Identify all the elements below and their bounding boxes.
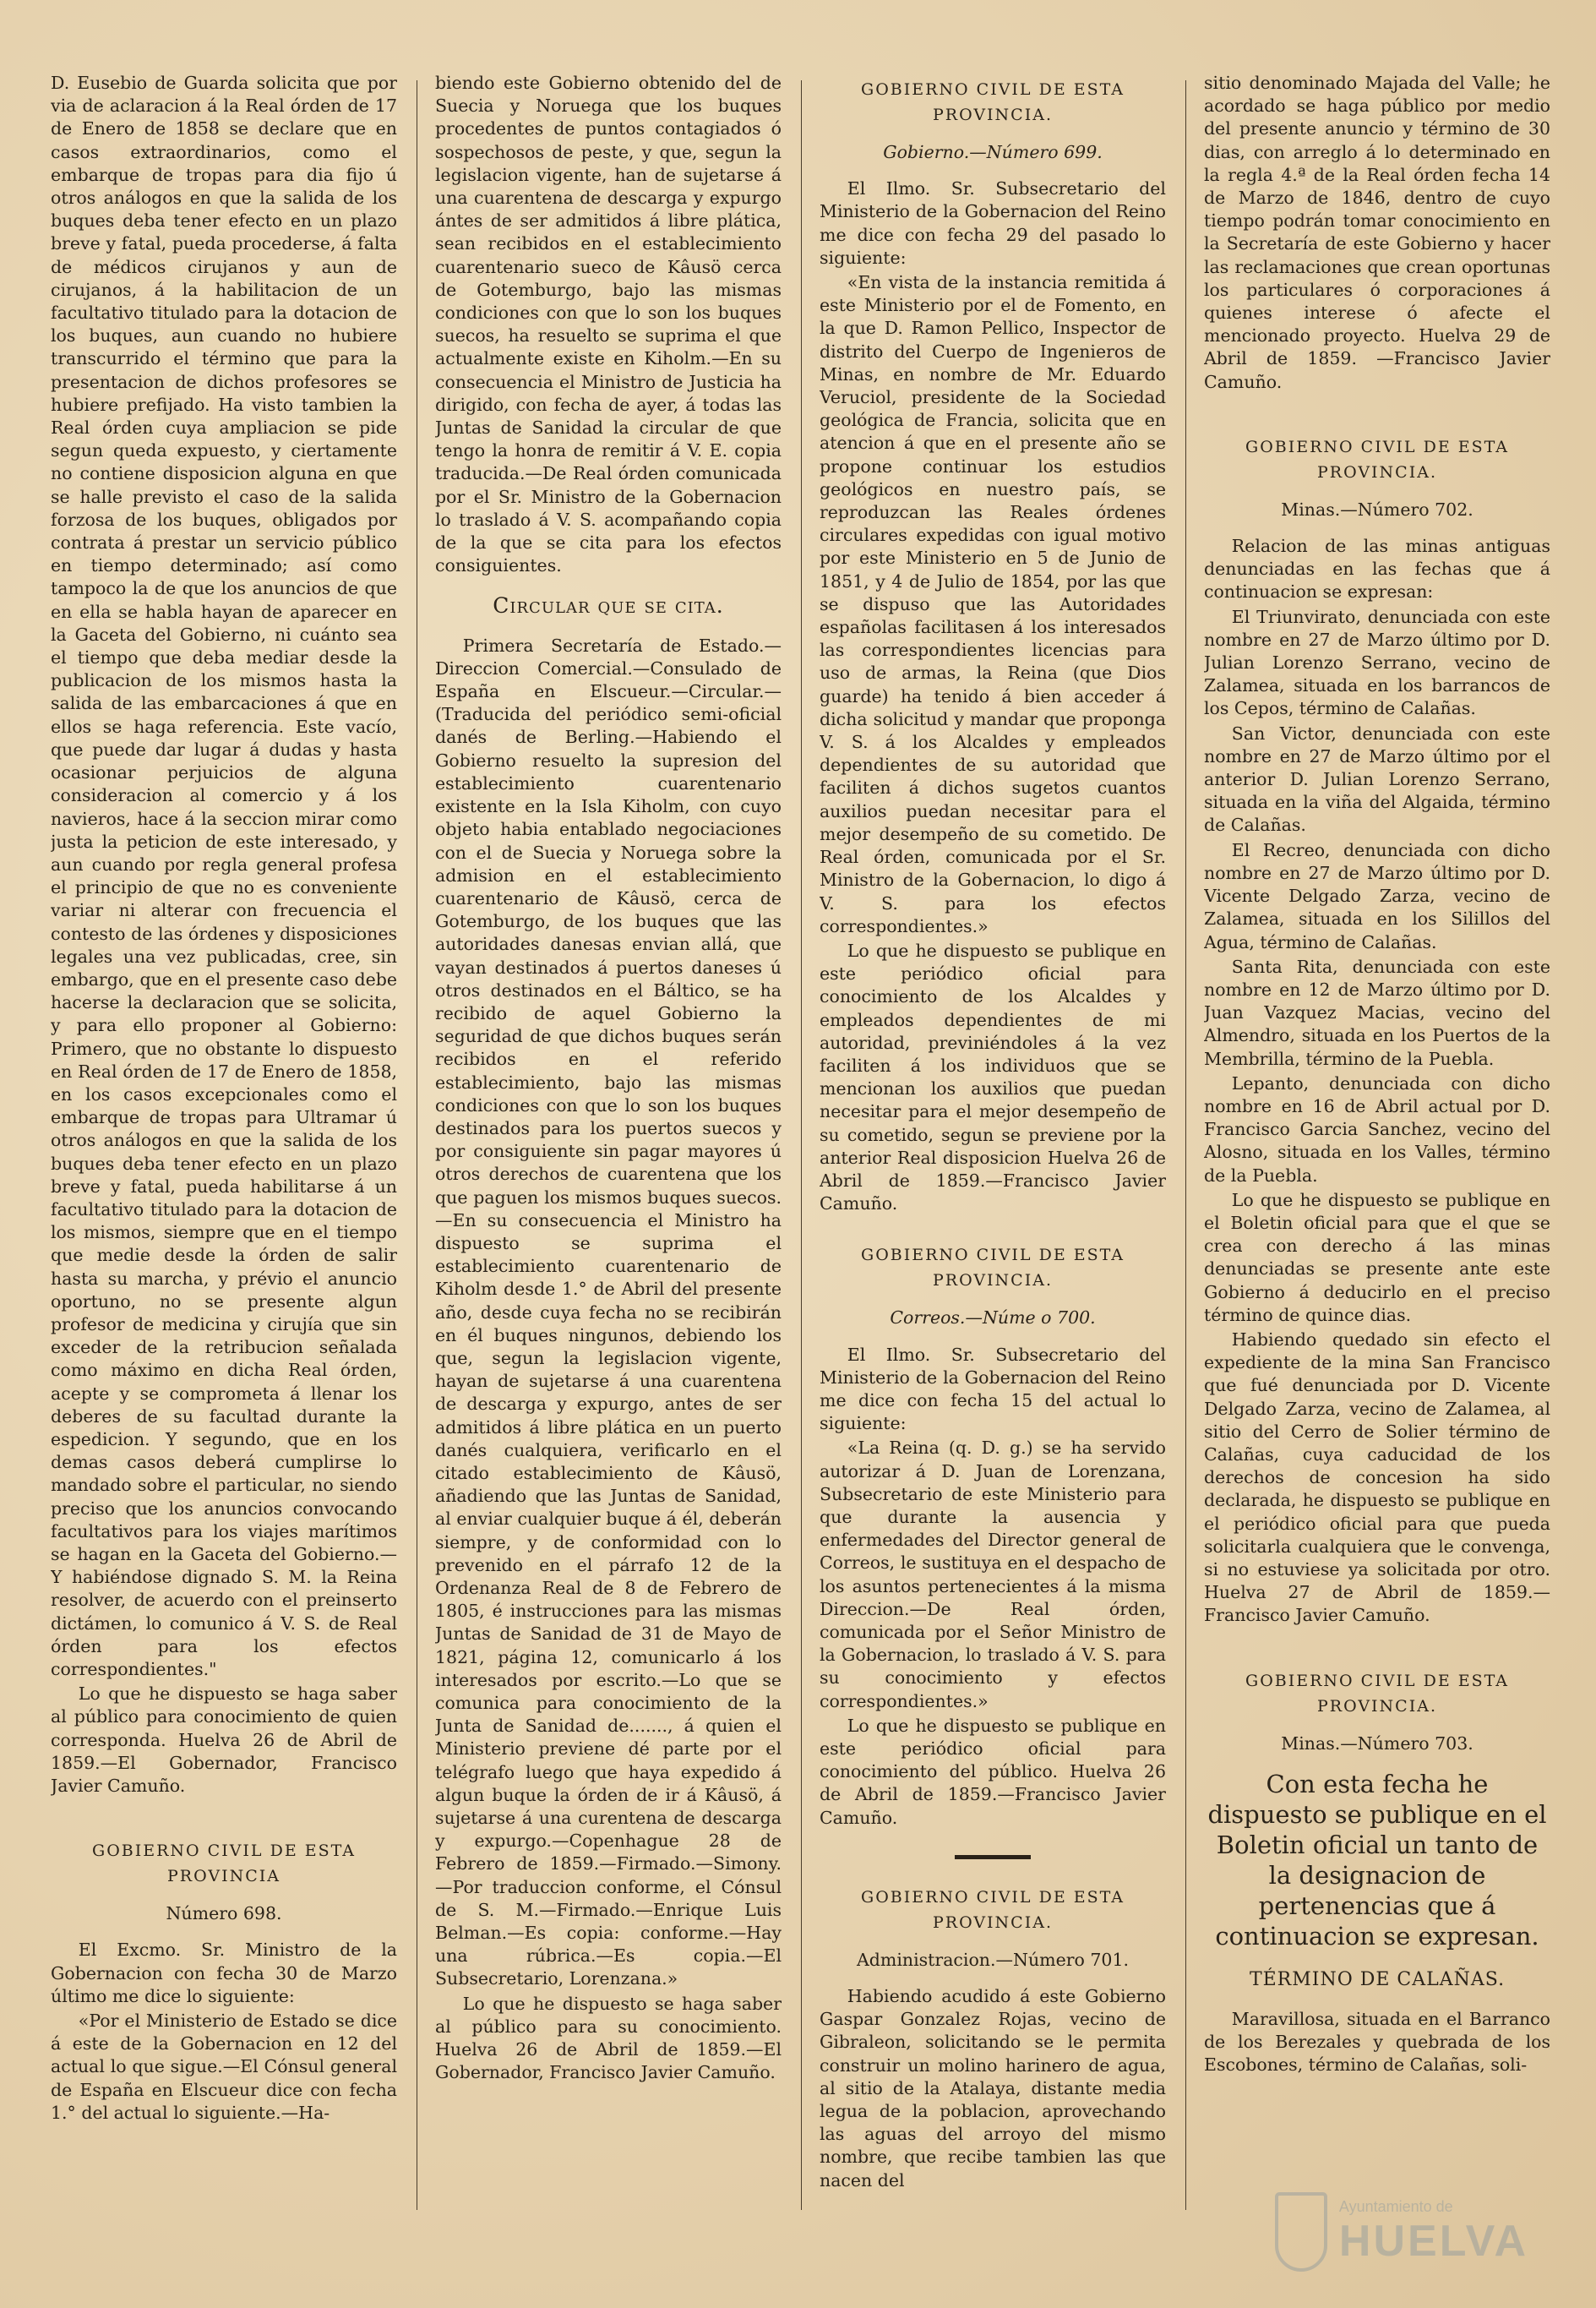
article-text: Relacion de las minas antiguas denunciadas en las fechas que á continuacion se expresan: bbox=[1204, 536, 1550, 603]
column-2 bbox=[435, 72, 782, 2218]
watermark-line: HUELVA bbox=[1338, 2216, 1528, 2266]
section-number: Minas.—Número 702. bbox=[1281, 499, 1473, 520]
separator-bar bbox=[955, 1855, 1031, 1859]
article-text: «En vista de la instancia remitida á este Ministerio por el de Fomento, en la que D. Ramon Pellico, Inspector de distrito del Cuerpo de Ingenieros de Minas, en nombre de Mr. Eduardo Veruciol, presidente de la Sociedad geológica de Francia, solicita que en atencion á que en el presente año se propone continuar los estudios geológicos en nuestro país, se reproduzcan las Reales órdenes circulares expedidas con igual motivo por este Ministerio en 5 de Junio de 1851, y 4 de Julio de 1854, por las que se dispuso que las Autoridades españolas facilitasen á los interesados las correspondientes licencias para uso de armas, la Reina (que Dios guarde) ha tenido á bien acceder á dicha solicitud y mandar que proponga V. S. á los Alcaldes y empleados dependientes de su autoridad que faciliten á dichos sugetos cuantos auxilios puedan necesitar para el mejor desempeño de su cometido. De Real órden, comunicada por el Sr. Ministro de la Gobernacion, lo digo á V. S. para los efectos correspondientes.» bbox=[820, 272, 1166, 936]
article-text: El Triunvirato, denunciada con este nombre en 27 de Marzo último por D. Julian Lorenzo Serrano, vecino de Zalamea, situada en los barrancos de los Cepos, término de Calañas. bbox=[1204, 606, 1550, 719]
column-4 bbox=[1204, 72, 1550, 2218]
section-number: Administracion.—Número 701. bbox=[856, 1949, 1130, 1970]
article-text: Lo que he dispuesto se haga saber al público para su conocimiento. Huelva 26 de Abril de 1859.—El Gobernador, Francisco Javier Camuño. bbox=[435, 1993, 782, 2083]
article-text: Habiendo acudido á este Gobierno Gaspar Gonzalez Rojas, vecino de Gibraleon, solicitando se le permita construir un molino harinero de agua, al sitio de la Atalaya, distante media legua de la poblacion, aprovechando las aguas del arroyo del mismo nombre, que recibe tambien las que nacen del bbox=[820, 1986, 1166, 2191]
article-text: San Victor, denunciada con este nombre en 27 de Marzo último por el anterior D. Julian Lorenzo Serrano, situada en la viña del Algaida, término de Calañas. bbox=[1204, 723, 1550, 836]
column-1 bbox=[51, 72, 397, 2218]
article-text: El Excmo. Sr. Ministro de la Gobernacion con fecha 30 de Marzo último me dice lo siguiente: bbox=[51, 1940, 397, 2006]
article-text: Maravillosa, situada en el Barranco de los Berezales y quebrada de los Escobones, término de Calañas, soli- bbox=[1204, 2009, 1550, 2076]
article-text: Lo que he dispuesto se publique en este periódico oficial para conocimiento del público. Huelva 26 de Abril de 1859.—Francisco Javier Camuño. bbox=[820, 1715, 1166, 1828]
section-number: Minas.—Número 703. bbox=[1281, 1732, 1473, 1754]
article-text: Habiendo quedado sin efecto el expediente de la mina San Francisco que fué denunciada por D. Vicente Delgado Zarza, vecino de Zalamea, al sitio del Cerro de Solier término de Calañas, cuya caducidad de los derechos de concesion ha sido declarada, he dispuesto se publique en el periódico oficial para que pueda solicitarla cualquiera que le convenga, si no estuviese ya solicitada por otro. Huelva 27 de Abril de 1859.—Francisco Javier Camuño. bbox=[1204, 1329, 1550, 1626]
column-3 bbox=[820, 72, 1166, 2218]
section-heading: TÉRMINO DE CALAÑAS. bbox=[1249, 1968, 1506, 1990]
article-text: «La Reina (q. D. g.) se ha servido autorizar á D. Juan de Lorenzana, Subsecretario de este Ministerio para que durante la ausencia y enfermedades del Director general de Correos, le sustituya en el despacho de los asuntos pertenecientes á la misma Direccion.—De Real órden, comunicada por el Señor Ministro de la Gobernacion, lo traslado á V. S. para su conocimiento y efectos correspondientes.» bbox=[820, 1438, 1166, 1711]
shield-icon bbox=[1275, 2192, 1327, 2272]
section-heading: GOBIERNO CIVIL DE ESTA PROVINCIA. bbox=[861, 80, 1125, 124]
article-text: sitio denominado Majada del Valle; he acordado se haga público por medio del presente anuncio y término de 30 dias, con arreglo á lo determinado en la regla 4.ª de la Real órden fecha 14 de Marzo de 1846, dentro de cuyo tiempo podrán tomar conocimiento en la Secretaría de este Gobierno y hacer las reclamaciones que crean oportunas los particulares ó corporaciones á quienes interese ó afecte el mencionado proyecto. Huelva 29 de Abril de 1859. —Francisco Javier Camuño. bbox=[1204, 73, 1550, 392]
section-heading: GOBIERNO CIVIL DE ESTA PROVINCIA. bbox=[861, 1246, 1125, 1290]
watermark-line: Ayuntamiento de bbox=[1338, 2197, 1453, 2215]
watermark-logo bbox=[1275, 2181, 1528, 2283]
section-heading: GOBIERNO CIVIL DE ESTA PROVINCIA. bbox=[861, 1887, 1125, 1932]
section-number: Correos.—Núme o 700. bbox=[890, 1307, 1096, 1329]
section-heading: Circular que se cita. bbox=[493, 593, 724, 619]
section-number: Número 698. bbox=[166, 1903, 282, 1924]
section-heading: GOBIERNO CIVIL DE ESTA PROVINCIA. bbox=[1245, 437, 1509, 482]
article-text: El Recreo, denunciada con dicho nombre en 27 de Marzo último por D. Vicente Delgado Zarza, vecino de Zalamea, situada en los Silillos del Agua, término de Calañas. bbox=[1204, 839, 1550, 952]
article-text: Santa Rita, denunciada con este nombre en 12 de Marzo último por D. Juan Vazquez Macias, vecino del Almendro, situada en los Puertos de la Membrilla, término de la Puebla. bbox=[1204, 956, 1550, 1069]
article-text: Lo que he dispuesto se haga saber al público para conocimiento de quien corresponda. Huelva 26 de Abril de 1859.—El Gobernador, Francisco Javier Camuño. bbox=[51, 1683, 397, 1797]
article-text: Lo que he dispuesto se publique en este periódico oficial para conocimiento de los Alcaldes y empleados dependientes de mi autoridad, previniéndoles á la vez faciliten á los individuos que se mencionan los auxilios que puedan necesitar para el mejor desempeño de su cometido, segun se previene por la anterior Real disposicion Huelva 26 de Abril de 1859.—Francisco Javier Camuño. bbox=[820, 940, 1166, 1214]
column-rule bbox=[801, 80, 802, 2210]
article-text: biendo este Gobierno obtenido del de Suecia y Noruega que los buques procedentes de puntos contagiados ó sospechosos de peste, y que, segun la legislacion vigente, han de sujetarse á una cuarentena de descarga y expurgo ántes de ser admitidos á libre plática, sean recibidos en el establecimiento cuarentenario sueco de Kâusö cerca de Gotemburgo, bajo las mismas condiciones con que lo son los buques suecos, ha resuelto se suprima el que actualmente existe en Kiholm.—En su consecuencia el Ministro de Justicia ha dirigido, con fecha de ayer, á todas las Juntas de Sanidad la circular de que tengo la honra de remitir á V. E. copia traducida.—De Real órden comunicada por el Sr. Ministro de la Gobernacion lo traslado á V. S. acompañando copia de la que se cita para los efectos consiguientes. bbox=[435, 73, 782, 576]
section-number: Gobierno.—Número 699. bbox=[883, 142, 1103, 162]
article-text: Primera Secretaría de Estado.—Direccion Comercial.—Consulado de España en Elscueur.—Circular.—(Traducida del periódico semi-oficial danés de Berling.—Habiendo el Gobierno resuelto la supresion del establecimiento cuarentenario existente en la Isla Kiholm, con cuyo objeto habia entablado negociaciones con el de Suecia y Noruega sobre la admision en el establecimiento cuarentenario de Kâusö, cerca de Gotemburgo, de los buques que las autoridades danesas envian allá, que vayan destinados á puertos daneses ú otros destinados en el Báltico, se ha recibido de aquel Gobierno la seguridad de que dichos buques serán recibidos en el referido establecimiento, bajo las mismas condiciones con que lo son los buques destinados para los puertos suecos y por consiguiente sin pagar mayores ú otros derechos de cuarentena que los que paguen los mismos buques suecos.—En su consecuencia el Ministro ha dispuesto se suprima el establecimiento cuarentenario de Kiholm desde 1.° de Abril del presente año, desde cuya fecha no se recibirán en él buques ningunos, debiendo los que, segun la legislacion vigente, hayan de sujetarse á una cuarentena de descarga y expurgo, antes de ser admitidos á libre plática en un puerto danés cualquiera, verificarlo en el citado establecimiento de Kâusö, añadiendo que las Juntas de Sanidad, al enviar cualquier buque á él, deberán siempre, y de conformidad con lo prevenido en el párrafo 12 de la Ordenanza Real de 8 de Febrero de 1805, é instrucciones para las mismas Juntas de Sanidad de 31 de Mayo de 1821, página 12, comunicarlo á los interesados por escrito.—Lo que se comunica para conocimiento de la Junta de Sanidad de......., á quien el Ministerio previene dé parte por el telégrafo luego que haya expedido á algun buque la órden de ir á Kâusö, á sujetarse á una curentena de descarga y expurgo.—Copenhague 28 de Febrero de 1859.—Firmado.—Simony.—Por traduccion conforme, el Cónsul de S. M.—Firmado.—Enrique Luis Belman.—Es copia: conforme.—Hay una rúbrica.—Es copia.—El Subsecretario, Lorenzana.» bbox=[435, 635, 782, 1989]
article-text: D. Eusebio de Guarda solicita que por via de aclaracion á la Real órden de 17 de Enero de 1858 se declare que en casos extraordinarios, como el embarque de tropas para dia fijo ú otros análogos en que la salida de los buques deba tener efecto en un plazo breve y fatal, pueda procederse, á falta de médicos cirujanos y aun de cirujanos, á la habilitacion de un facultativo titulado para la dotacion de los buques, aun cuando no hubiere transcurrido el término que para la presentacion de dichos profesores se hubiere prefijado. Ha visto tambien la Real órden cuya ampliacion se pide segun queda expuesto, y ciertamente no contiene disposicion alguna en que se halle previsto el caso de la salida forzosa de los buques, obligados por contrata á prestar un servicio público en tiempo determinado; así como tampoco la de que los anuncios de que en ella se habla hayan de aparecer en la Gaceta del Gobierno, ni cuánto sea el tiempo que deba mediar desde la publicacion de los mismos hasta la salida de las embarcaciones á que en ellos se haga referencia. Este vacío, que puede dar lugar á dudas y hasta ocasionar perjuicios de alguna consideracion al comercio y á los navieros, hace á la seccion mirar como justa la peticion de este interesado, y aun cuando por regla general profesa el principio de que no es conveniente variar ni alterar con frecuencia el contesto de las órdenes y disposiciones legales una vez publicadas, cree, sin embargo, que en el presente caso debe hacerse la declaracion que se solicita, y para ello proponer al Gobierno: Primero, que no obstante lo dispuesto en Real órden de 17 de Enero de 1858, en los casos excepcionales como el embarque de tropas para Ultramar ú otros análogos en que la salida de los buques deba tener efecto en un plazo breve y fatal, pueda habilitarse á un facultativo titulado para la dotacion de los mismos, siempre que en el tiempo que medie desde la órden de salir hasta su marcha, y prévio el anuncio oportuno, no se presente algun profesor de medicina y cirujía que sin exceder de la retribucion señalada como máximo en dicha Real órden, acepte y se comprometa á llenar los deberes de su facultad durante la espedicion. Y segundo, que en los demas casos deberá cumplirse lo mandado sobre el particular, no siendo preciso que los anuncios convocando facultativos para los viajes marítimos se hagan en la Gaceta del Gobierno.—Y habiéndose dignado S. M. la Reina resolver, de acuerdo con el preinserto dictámen, lo comunico á V. S. de Real órden para los efectos correspondientes." bbox=[51, 73, 397, 1680]
newspaper-page bbox=[51, 72, 1555, 2218]
article-text: El Ilmo. Sr. Subsecretario del Ministerio de la Gobernacion del Reino me dice con fecha 29 del pasado lo siguiente: bbox=[820, 178, 1166, 268]
section-heading: GOBIERNO CIVIL DE ESTA PROVINCIA bbox=[92, 1841, 356, 1886]
section-heading: GOBIERNO CIVIL DE ESTA PROVINCIA. bbox=[1245, 1671, 1509, 1716]
notice-large-text: Con esta fecha he dispuesto se publique en el Boletin oficial un tanto de la designacion de pertenencias que á continuacion se expresan. bbox=[1207, 1769, 1547, 1951]
article-text: Lo que he dispuesto se publique en el Boletin oficial para que el que se crea con derecho á las minas denunciadas se presente ante este Gobierno á deducirlo en el preciso término de quince dias. bbox=[1204, 1189, 1550, 1325]
column-rule bbox=[1185, 80, 1186, 2210]
article-text: El Ilmo. Sr. Subsecretario del Ministerio de la Gobernacion del Reino me dice con fecha 15 del actual lo siguiente: bbox=[820, 1344, 1166, 1434]
article-text: Lepanto, denunciada con dicho nombre en 16 de Abril actual por D. Francisco Garcia Sanchez, vecino del Alosno, situada en los Valles, término de la Puebla. bbox=[1204, 1072, 1550, 1186]
article-text: «Por el Ministerio de Estado se dice á este de la Gobernacion en 12 del actual lo que sigue.—El Cónsul general de España en Elscueur dice con fecha 1.° del actual lo siguiente.—Ha- bbox=[51, 2011, 397, 2123]
